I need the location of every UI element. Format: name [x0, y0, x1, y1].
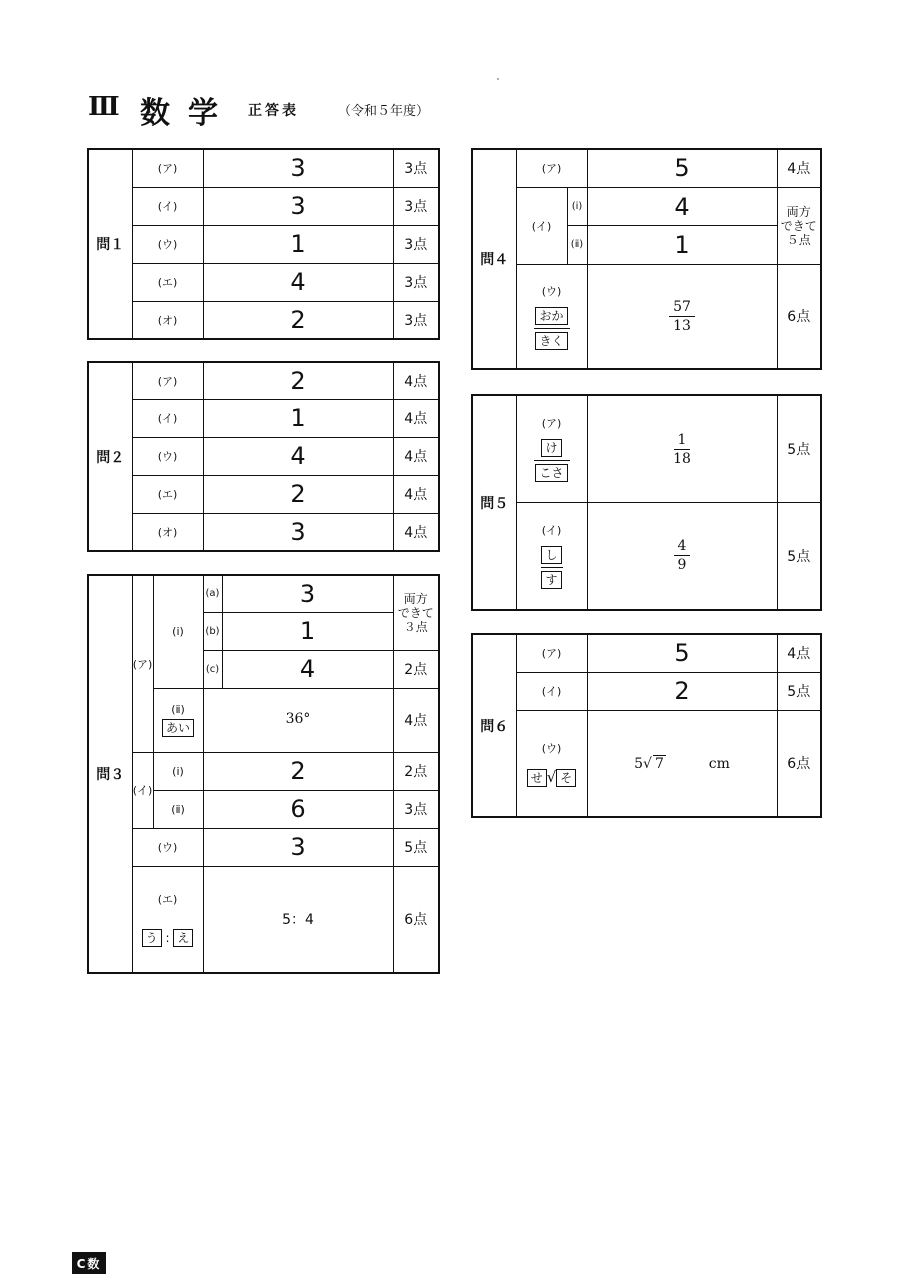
q5-a-fraction [669, 432, 695, 467]
q6-label: 問６ [472, 634, 516, 817]
subject-title: 数学 [140, 96, 236, 131]
q3-a-i-answer-c: 4 [222, 650, 393, 688]
q3-a-ii-label: (ⅱ) [171, 703, 185, 716]
q5-a-denominator: 18 [673, 451, 691, 467]
q6-c-box1: せ [527, 769, 547, 787]
q2-answer-b: 1 [203, 399, 393, 437]
q1-answer-a: 3 [203, 149, 393, 187]
q4-a-label: (ア) [516, 149, 587, 187]
q4-both-line3: ５点 [786, 232, 811, 247]
q6-c-radicand: 7 [654, 755, 664, 772]
q3-d-box2: え [173, 929, 193, 947]
print-speck [497, 78, 499, 80]
q1-sub-a: (ア) [132, 149, 203, 187]
q1-answer-b: 3 [203, 187, 393, 225]
q3-d-points: 6点 [393, 866, 439, 973]
q3-a-i-answer-a: 3 [222, 575, 393, 612]
q3-a-i-points-c: 2点 [393, 650, 439, 688]
q5-a-label: (ア) [541, 417, 562, 431]
q4-c-cell [516, 264, 587, 369]
q3-both-line2: できて [397, 605, 434, 620]
q4-b-answer-ii: 1 [587, 226, 777, 264]
q2-points-b: 4点 [393, 399, 439, 437]
sqrt-icon: √ [643, 755, 652, 772]
q2-points-e: 4点 [393, 513, 439, 551]
q5-b-box-fraction [541, 546, 563, 589]
q4-c-box-bar [534, 328, 570, 329]
q1-answer-c: 1 [203, 225, 393, 263]
q3-d-box1: う [142, 929, 162, 947]
q2-label: 問２ [88, 362, 132, 551]
q5-b-fraction [674, 538, 691, 573]
q5-a-cell [516, 395, 587, 502]
q3-c-points: 5点 [393, 828, 439, 866]
q3-d-answer: 5：4 [203, 866, 393, 973]
q5-label: 問５ [472, 395, 516, 610]
q3-a-i-sub-b: (b) [203, 612, 222, 650]
q3-label: 問３ [88, 575, 132, 973]
q1-answer-d: 4 [203, 263, 393, 301]
q4-c-answer [587, 264, 777, 369]
q3-a-i-label: (ⅰ) [153, 575, 203, 688]
q1-sub-e: (オ) [132, 301, 203, 339]
q6-c-points: 6点 [777, 710, 821, 817]
q6-b-answer: 2 [587, 672, 777, 710]
q4-both-line2: できて [780, 218, 817, 233]
q4-b-sub-ii: (ⅱ) [567, 226, 587, 264]
q4-both-line1: 両方 [786, 204, 811, 219]
q2-answer-e: 3 [203, 513, 393, 551]
q1-points-b: 3点 [393, 187, 439, 225]
q3-b-sub-i: (ⅰ) [153, 752, 203, 790]
q1-answer-e: 2 [203, 301, 393, 339]
q5-table [471, 394, 822, 611]
q5-b-label: (イ) [541, 524, 562, 538]
q3-both-line1: 両方 [403, 591, 428, 606]
q5-b-answer [587, 502, 777, 610]
q6-c-answer [587, 710, 777, 817]
q4-b-label: (イ) [516, 187, 567, 264]
q5-a-answer [587, 395, 777, 502]
q3-a-i-sub-c: (c) [203, 650, 222, 688]
q3-part-a-label: (ア) [132, 575, 153, 752]
q3-a-i-sub-a: (a) [203, 575, 222, 612]
q2-sub-d: (エ) [132, 475, 203, 513]
q1-sub-c: (ウ) [132, 225, 203, 263]
q5-b-box-den: す [541, 571, 561, 589]
q4-label: 問４ [472, 149, 516, 369]
q1-table [87, 148, 440, 340]
q6-c-box2: そ [556, 769, 576, 787]
q6-b-points: 5点 [777, 672, 821, 710]
q6-a-answer: 5 [587, 634, 777, 672]
q4-c-label: (ウ) [541, 284, 562, 298]
q3-both-points [393, 575, 439, 650]
q6-table [471, 633, 822, 818]
footer-code-mark: C数 [72, 1252, 106, 1274]
q2-sub-e: (オ) [132, 513, 203, 551]
q3-c-label: (ウ) [132, 828, 203, 866]
section-number: Ⅲ [88, 92, 120, 122]
q3-a-i-answer-b: 1 [222, 612, 393, 650]
q5-b-box-num: し [541, 546, 561, 564]
q4-c-denominator: 13 [673, 317, 691, 334]
q1-sub-d: (エ) [132, 263, 203, 301]
q2-points-d: 4点 [393, 475, 439, 513]
q4-a-answer: 5 [587, 149, 777, 187]
q1-points-a: 3点 [393, 149, 439, 187]
q3-a-ii-cell [153, 688, 203, 752]
q3-b-points-i: 2点 [393, 752, 439, 790]
q2-answer-c: 4 [203, 437, 393, 475]
q6-c-label: (ウ) [541, 741, 562, 755]
q5-a-box-den: こさ [535, 464, 567, 482]
q3-a-ii-answer: 36° [203, 688, 393, 752]
q4-c-fraction [669, 299, 695, 334]
q3-b-points-ii: 3点 [393, 790, 439, 828]
q5-a-box-fraction [534, 439, 570, 482]
q3-b-sub-ii: (ⅱ) [153, 790, 203, 828]
q1-label: 問１ [88, 149, 132, 339]
q6-a-label: (ア) [516, 634, 587, 672]
q6-b-label: (イ) [516, 672, 587, 710]
q3-b-answer-i: 2 [203, 752, 393, 790]
q4-b-answer-i: 4 [587, 187, 777, 225]
q2-sub-c: (ウ) [132, 437, 203, 475]
q1-points-d: 3点 [393, 263, 439, 301]
q3-table [87, 574, 440, 974]
q3-c-answer: 3 [203, 828, 393, 866]
q4-c-numerator: 57 [669, 299, 695, 317]
q5-b-numerator: 4 [674, 538, 691, 556]
q4-b-sub-i: (ⅰ) [567, 187, 587, 225]
q1-points-c: 3点 [393, 225, 439, 263]
q1-sub-b: (イ) [132, 187, 203, 225]
q4-c-points: 6点 [777, 264, 821, 369]
q6-c-coef: 5 [634, 755, 644, 772]
q4-c-box-den: きく [535, 332, 567, 350]
q5-a-numerator: 1 [674, 432, 691, 450]
q6-a-points: 4点 [777, 634, 821, 672]
q4-both-points [777, 187, 821, 264]
q1-points-e: 3点 [393, 301, 439, 339]
q2-answer-d: 2 [203, 475, 393, 513]
q5-b-points: 5点 [777, 502, 821, 610]
q3-both-line3: ３点 [403, 619, 428, 634]
q2-sub-b: (イ) [132, 399, 203, 437]
year-label: （令和５年度） [338, 104, 430, 119]
answer-key-label: 正答表 [248, 103, 299, 119]
q3-a-ii-points: 4点 [393, 688, 439, 752]
q5-a-points: 5点 [777, 395, 821, 502]
q3-d-label: (エ) [157, 893, 178, 907]
q3-d-colon: : [165, 931, 170, 946]
q2-answer-a: 2 [203, 362, 393, 399]
q3-part-b-label: (イ) [132, 752, 153, 828]
q5-b-denominator: 9 [677, 557, 687, 574]
q3-a-ii-box: あい [162, 719, 194, 737]
q2-points-c: 4点 [393, 437, 439, 475]
q4-c-box-num: おか [535, 307, 567, 325]
q4-c-box-fraction [534, 307, 570, 350]
q3-b-answer-ii: 6 [203, 790, 393, 828]
q5-a-box-bar [534, 460, 570, 461]
q6-c-cell [516, 710, 587, 817]
q2-table [87, 361, 440, 552]
q5-b-box-bar [541, 567, 563, 568]
sqrt-icon: √ [546, 767, 557, 786]
q6-c-unit: cm [708, 755, 730, 772]
q2-sub-a: (ア) [132, 362, 203, 399]
q3-d-cell [132, 866, 203, 973]
q4-table [471, 148, 822, 370]
q2-points-a: 4点 [393, 362, 439, 399]
q5-b-cell [516, 502, 587, 610]
q4-a-points: 4点 [777, 149, 821, 187]
q5-a-box-num: け [541, 439, 561, 457]
